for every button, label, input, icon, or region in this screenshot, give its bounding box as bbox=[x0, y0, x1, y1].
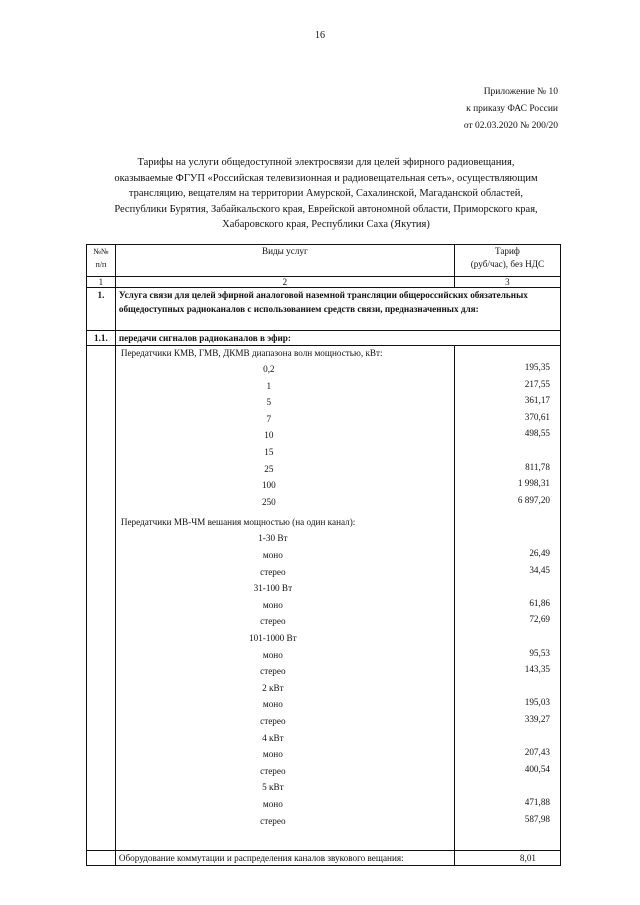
tariff-body-row bbox=[87, 346, 561, 851]
column-number: 2 bbox=[115, 277, 454, 288]
tariff-row-label: стерео bbox=[260, 666, 286, 677]
services-list bbox=[119, 346, 451, 850]
tariff-row-label: стерео bbox=[260, 765, 286, 776]
tariff-row-value: 811,78 bbox=[525, 461, 550, 472]
tariff-row-label: 15 bbox=[264, 447, 274, 457]
transmitter-group-heading: Передатчики КМВ, ГМВ, ДКМВ диапазона волн мощностью, кВт: bbox=[120, 348, 383, 358]
tariff-row-label: моно bbox=[262, 799, 283, 809]
section-text: Услуга связи для целей эфирной аналоговой наземной трансляции общероссийских обязательных общедоступных радиоканалов с использованием средств связи, предназначенных для: bbox=[115, 288, 560, 331]
title-line: Хабаровского края, Республики Саха (Якутия) bbox=[222, 219, 430, 230]
tariff-row-value: 339,27 bbox=[524, 714, 550, 724]
tariff-row-label: стерео bbox=[260, 815, 286, 826]
header-services: Виды услуг bbox=[115, 245, 454, 277]
appendix-line-2: к приказу ФАС России bbox=[466, 104, 558, 114]
appendix-reference bbox=[464, 84, 558, 135]
tariff-row-label: 250 bbox=[261, 496, 276, 507]
tariff-row-value: 72,69 bbox=[529, 614, 550, 625]
header-tariff bbox=[454, 245, 560, 277]
title-line: Тарифы на услуги общедоступной электросвязи для целей эфирного радиовещания, bbox=[137, 157, 515, 168]
tariff-row-value: 143,35 bbox=[524, 664, 550, 675]
tariff-row-label: моно bbox=[262, 599, 283, 610]
tariff-row-label: 4 кВт bbox=[262, 732, 284, 743]
values-list bbox=[458, 346, 557, 850]
tariff-row-label: стерео bbox=[260, 716, 286, 726]
header-tariff-line1: Тариф bbox=[494, 246, 520, 256]
tariff-row-value: 207,43 bbox=[524, 747, 550, 758]
tariff-row-label: 2 кВт bbox=[262, 682, 284, 693]
tariff-row-value: 400,54 bbox=[524, 763, 550, 774]
empty-num-cell bbox=[87, 851, 116, 866]
section-row bbox=[87, 288, 561, 331]
tariff-row-label: моно bbox=[262, 550, 283, 560]
tariff-row-label: 101-1000 Вт bbox=[249, 633, 297, 643]
column-number: 3 bbox=[454, 277, 560, 288]
tariff-row-value: 95,53 bbox=[529, 647, 550, 658]
tariff-row-label: 10 bbox=[264, 430, 274, 441]
tariff-row-label: 0,2 bbox=[263, 364, 275, 374]
header-tariff-line2: (руб/час), без НДС bbox=[470, 259, 545, 269]
column-numbers-row bbox=[87, 277, 561, 288]
tariff-row-value: 1 998,31 bbox=[517, 478, 550, 489]
tariff-row-label: стерео bbox=[260, 566, 286, 577]
tariff-row-value: 587,98 bbox=[524, 813, 550, 824]
tariff-row-value: 195,35 bbox=[524, 362, 550, 372]
tariff-row-value: 26,49 bbox=[529, 548, 550, 558]
tariff-row-label: 7 bbox=[266, 413, 272, 424]
tariff-row-label: моно bbox=[262, 699, 283, 710]
tariff-row-value: 6 897,20 bbox=[517, 494, 550, 505]
subsection-text: передачи сигналов радиоканалов в эфир: bbox=[115, 331, 560, 346]
page-number: 16 bbox=[315, 30, 325, 41]
tariff-row-label: 1-30 Вт bbox=[258, 533, 288, 544]
document-title bbox=[86, 155, 566, 233]
title-line: оказываемые ФГУП «Российская телевизионная и радиовещательная сеть», осуществляющим bbox=[114, 172, 538, 184]
tariff-row-label: моно bbox=[262, 649, 283, 660]
tariff-row-label: 31-100 Вт bbox=[253, 583, 293, 594]
services-list-cell bbox=[115, 346, 454, 851]
tariff-row-value: 195,03 bbox=[524, 697, 550, 708]
title-line: трансляцию, вещателям на территории Амурской, Сахалинской, Магаданской областей, bbox=[128, 188, 524, 199]
switching-equipment-row bbox=[87, 851, 561, 866]
tariff-row-value: 61,86 bbox=[529, 597, 550, 608]
subsection-num: 1.1. bbox=[87, 331, 116, 346]
table-header-row bbox=[87, 245, 561, 277]
tariff-row-value: 34,45 bbox=[529, 564, 550, 575]
appendix-line-1: Приложение № 10 bbox=[483, 87, 558, 97]
tariff-row-label: 1 bbox=[266, 380, 272, 391]
tariff-table bbox=[86, 244, 561, 866]
tariff-row-label: стерео bbox=[260, 616, 286, 627]
tariff-row-value: 498,55 bbox=[524, 428, 550, 439]
tariff-row-value: 471,88 bbox=[524, 797, 550, 807]
section-num: 1. bbox=[87, 288, 116, 331]
switching-equipment-label: Оборудование коммутации и распределения каналов звукового вещания: bbox=[115, 851, 454, 866]
tariff-row-value: 361,17 bbox=[524, 395, 550, 406]
transmitter-group-heading: Передатчики МВ-ЧМ вешания мощностью (на один канал): bbox=[120, 517, 356, 528]
tariff-row-value: 217,55 bbox=[524, 378, 550, 389]
tariff-row-label: 5 bbox=[266, 397, 272, 408]
values-list-cell bbox=[454, 346, 560, 851]
title-line: Республики Бурятия, Забайкальского края, Еврейской автономной области, Приморского края, bbox=[114, 203, 538, 215]
tariff-row-value: 370,61 bbox=[524, 411, 550, 422]
tariff-row-label: 100 bbox=[261, 480, 276, 491]
tariff-row-label: 5 кВт bbox=[262, 782, 284, 793]
appendix-line-3: от 02.03.2020 № 200/20 bbox=[463, 121, 558, 131]
subsection-row bbox=[87, 331, 561, 346]
header-num: №№ п/п bbox=[87, 245, 116, 277]
tariff-row-label: моно bbox=[262, 749, 283, 760]
switching-equipment-value: 8,01 bbox=[454, 851, 560, 866]
column-number: 1 bbox=[87, 277, 116, 288]
tariff-row-label: 25 bbox=[264, 463, 274, 474]
empty-num-cell bbox=[87, 346, 116, 851]
